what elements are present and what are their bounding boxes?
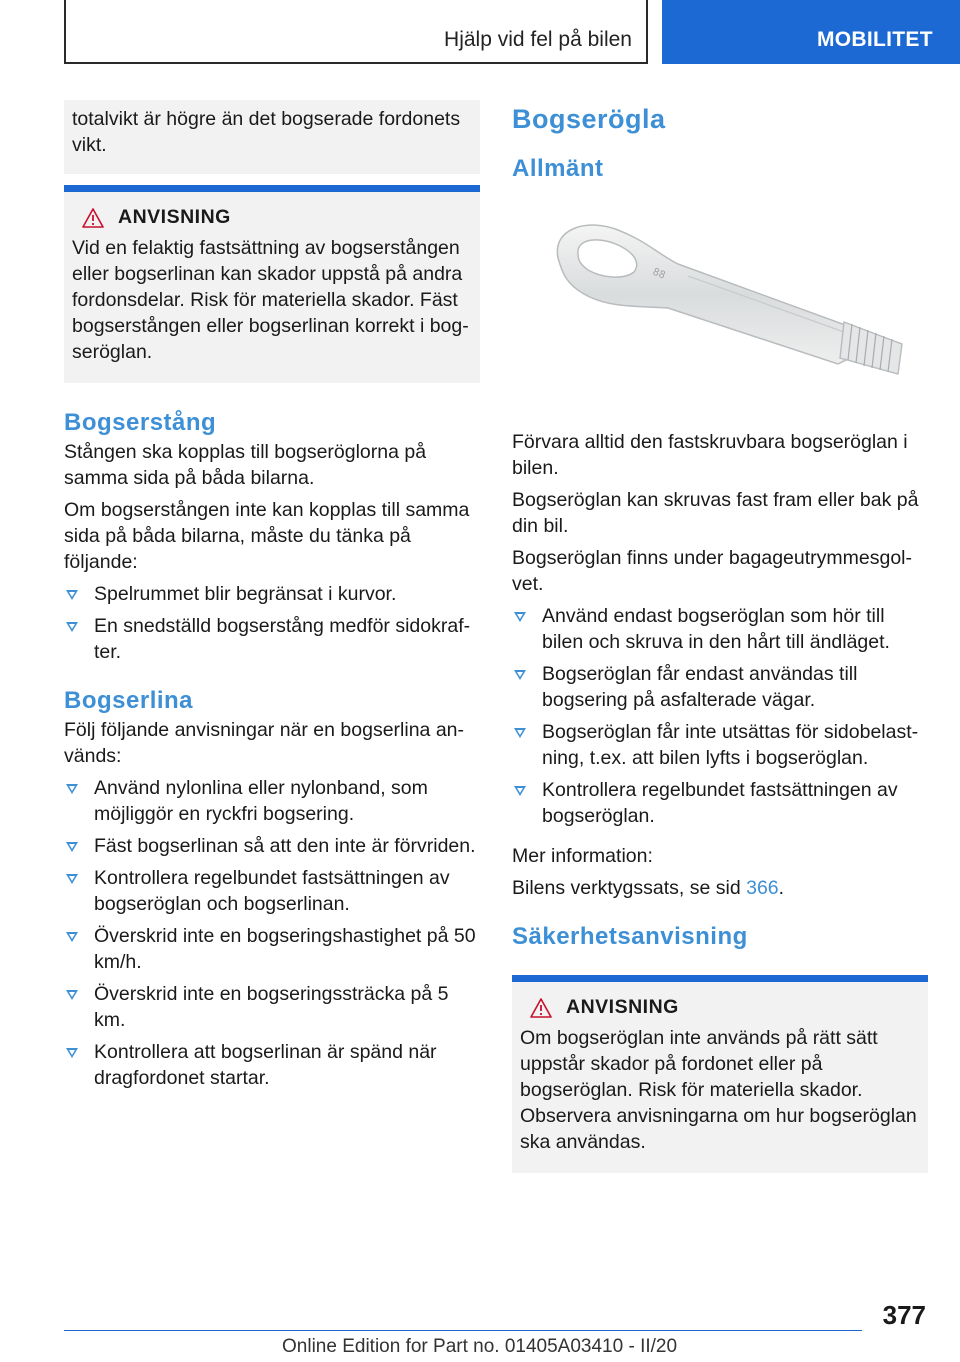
heading-bogserstang: Bogserstång — [64, 409, 217, 436]
section-tab[interactable]: MOBILITET — [662, 0, 960, 64]
bogserogla-list — [512, 603, 928, 829]
list-item: Överskrid inte en bogseringshastighet på 50 km/h. — [64, 923, 480, 975]
continued-text: totalvikt är högre än det bogserade fordonets vikt. — [72, 108, 461, 156]
notice-title: ANVISNING — [566, 996, 679, 1018]
bogserstang-p1: Stången ska kopplas till bogseröglorna på samma sida på båda bilarna. — [64, 441, 427, 489]
right-p3: Bogseröglan finns under bagageutrymmesgolvet. — [512, 547, 912, 595]
heading-bogserlina: Bogserlina — [64, 687, 194, 714]
continued-box — [64, 100, 480, 174]
reference-line: Bilens verktygssats, se sid 366. — [512, 877, 785, 899]
page-reference-link[interactable]: 366 — [746, 877, 779, 899]
notice-text: Vid en felaktig fastsättning av bogserstången eller bogserlinan kan skador uppstå på andra fordonsdelar. Risk för materiella skador. Fäst bogserstången eller bogserlinan korrekt i bogseröglan. — [72, 237, 469, 363]
more-info-label: Mer information: — [512, 845, 653, 867]
list-item: Bogseröglan får inte utsättas för sidobelastning, t.ex. att bilen lyfts i bogseröglan. — [512, 719, 928, 771]
svg-text:88: 88 — [650, 266, 667, 282]
footer-divider — [64, 1330, 862, 1331]
list-item: Använd endast bogseröglan som hör till bilen och skruva in den hårt till ändläget. — [512, 603, 928, 655]
triangle-bullet-icon — [514, 612, 526, 622]
triangle-bullet-icon — [66, 842, 78, 852]
list-item: Använd nylonlina eller nylonband, som möjliggör en ryckfri bogsering. — [64, 775, 480, 827]
bogserstang-list — [64, 581, 480, 665]
triangle-bullet-icon — [514, 728, 526, 738]
list-item: En snedställd bogserstång medför sidokrafter. — [64, 613, 480, 665]
triangle-bullet-icon — [66, 622, 78, 632]
notice-box — [512, 975, 928, 1173]
list-item: Bogseröglan får endast användas till bogsering på asfalterade vägar. — [512, 661, 928, 713]
triangle-bullet-icon — [66, 990, 78, 1000]
triangle-bullet-icon — [66, 590, 78, 600]
triangle-bullet-icon — [66, 784, 78, 794]
right-p1: Förvara alltid den fastskruvbara bogseröglan i bilen. — [512, 431, 908, 479]
heading-allmant: Allmänt — [512, 155, 604, 182]
bogserstang-p2: Om bogserstången inte kan kopplas till samma sida på båda bilarna, måste du tänka på följande: — [64, 499, 470, 573]
footer-edition: Online Edition for Part no. 01405A03410 - II/20 — [282, 1336, 678, 1357]
header-frame — [64, 0, 648, 64]
notice-text: Om bogseröglan inte används på rätt sätt uppstår skador på fordonet eller på bogseröglan. Risk för materiella skador. Observera anvisningarna om hur bogseröglan ska användas. — [520, 1027, 917, 1153]
warning-icon — [530, 998, 552, 1018]
right-p2: Bogseröglan kan skruvas fast fram eller bak på din bil. — [512, 489, 919, 537]
warning-icon — [82, 208, 104, 228]
list-item: Kontrollera regelbundet fastsättningen av bogseröglan och bogserlinan. — [64, 865, 480, 917]
notice-title: ANVISNING — [118, 206, 231, 228]
list-item: Fäst bogserlinan så att den inte är förvriden. — [64, 833, 480, 859]
left-column — [64, 100, 480, 1091]
heading-bogserogla: Bogserögla — [512, 104, 666, 134]
chapter-title: Hjälp vid fel på bilen — [444, 28, 632, 51]
list-item: Kontrollera regelbundet fastsättningen av bogseröglan. — [512, 777, 928, 829]
triangle-bullet-icon — [66, 932, 78, 942]
triangle-bullet-icon — [66, 1048, 78, 1058]
list-item: Spelrummet blir begränsat i kurvor. — [64, 581, 480, 607]
triangle-bullet-icon — [514, 786, 526, 796]
triangle-bullet-icon — [66, 874, 78, 884]
page-number: 377 — [882, 1300, 926, 1330]
list-item: Kontrollera att bogserlinan är spänd när dragfordonet startar. — [64, 1039, 480, 1091]
bogserlina-list — [64, 775, 480, 1091]
tow-eye-illustration — [548, 208, 912, 408]
notice-box — [64, 185, 480, 383]
triangle-bullet-icon — [514, 670, 526, 680]
bogserlina-p1: Följ följande anvisningar när en bogserlina används: — [64, 719, 465, 767]
heading-sakerhetsanvisning: Säkerhetsanvisning — [512, 923, 748, 950]
list-item: Överskrid inte en bogseringssträcka på 5 km. — [64, 981, 480, 1033]
